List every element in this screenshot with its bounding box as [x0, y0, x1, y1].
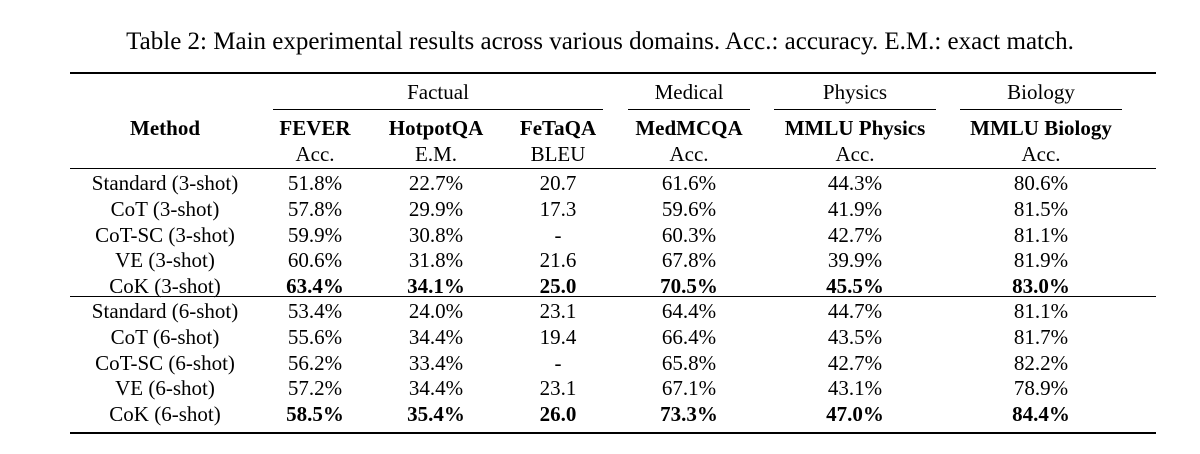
value-cell: 83.0%	[1012, 274, 1070, 298]
value-cell: 42.7%	[827, 223, 883, 247]
value-cell: 35.4%	[407, 402, 465, 426]
metric-mmlu-physics: Acc.	[835, 142, 875, 166]
value-cell: 70.5%	[660, 274, 718, 298]
metric-fever: Acc.	[295, 142, 335, 166]
method-cell: Standard (6-shot)	[91, 299, 239, 323]
value-cell: 21.6	[539, 248, 577, 272]
value-cell: 29.9%	[408, 197, 464, 221]
section-rule	[70, 296, 1156, 297]
value-cell: -	[554, 223, 562, 247]
value-cell: 26.0	[539, 402, 577, 426]
value-cell: 34.4%	[408, 325, 464, 349]
value-cell: 67.8%	[661, 248, 717, 272]
value-cell: 65.8%	[661, 351, 717, 375]
value-cell: 81.1%	[1013, 223, 1069, 247]
value-cell: 43.1%	[827, 376, 883, 400]
method-cell: CoT (3-shot)	[110, 197, 220, 221]
method-cell: VE (3-shot)	[115, 248, 215, 272]
method-cell: CoT-SC (3-shot)	[95, 223, 235, 247]
medical-group-rule	[628, 109, 750, 110]
method-cell: VE (6-shot)	[115, 376, 215, 400]
value-cell: 19.4	[539, 325, 577, 349]
value-cell: 17.3	[539, 197, 577, 221]
column-header-hotpotqa: HotpotQA	[388, 116, 484, 140]
header-rule	[70, 168, 1156, 169]
column-header-fetaqa: FeTaQA	[519, 116, 597, 140]
value-cell: 80.6%	[1013, 171, 1069, 195]
value-cell: -	[554, 351, 562, 375]
value-cell: 67.1%	[661, 376, 717, 400]
value-cell: 55.6%	[287, 325, 343, 349]
value-cell: 84.4%	[1012, 402, 1070, 426]
value-cell: 34.4%	[408, 376, 464, 400]
value-cell: 56.2%	[287, 351, 343, 375]
value-cell: 57.8%	[287, 197, 343, 221]
group-header-physics: Physics	[822, 80, 888, 104]
value-cell: 23.1	[539, 376, 577, 400]
group-header-factual: Factual	[407, 80, 469, 104]
value-cell: 78.9%	[1013, 376, 1069, 400]
value-cell: 60.6%	[287, 248, 343, 272]
value-cell: 30.8%	[408, 223, 464, 247]
table-caption: Table 2: Main experimental results across various domains. Acc.: accuracy. E.M.: exact match.	[126, 28, 1074, 55]
method-column-header: Method	[130, 116, 200, 140]
top-rule	[70, 72, 1156, 74]
method-cell: CoK (6-shot)	[109, 402, 221, 426]
value-cell: 51.8%	[287, 171, 343, 195]
value-cell: 44.3%	[827, 171, 883, 195]
value-cell: 73.3%	[660, 402, 718, 426]
group-header-medical: Medical	[654, 80, 724, 104]
group-header-biology: Biology	[1007, 80, 1075, 104]
value-cell: 81.9%	[1013, 248, 1069, 272]
column-header-medmcqa: MedMCQA	[635, 116, 743, 140]
physics-group-rule	[774, 109, 936, 110]
value-cell: 22.7%	[408, 171, 464, 195]
value-cell: 47.0%	[826, 402, 884, 426]
value-cell: 59.9%	[287, 223, 343, 247]
value-cell: 58.5%	[286, 402, 344, 426]
value-cell: 44.7%	[827, 299, 883, 323]
value-cell: 34.1%	[407, 274, 465, 298]
factual-group-rule	[273, 109, 603, 110]
value-cell: 24.0%	[408, 299, 464, 323]
value-cell: 33.4%	[408, 351, 464, 375]
value-cell: 61.6%	[661, 171, 717, 195]
value-cell: 81.1%	[1013, 299, 1069, 323]
value-cell: 81.7%	[1013, 325, 1069, 349]
column-header-mmlu-physics: MMLU Physics	[784, 116, 926, 140]
value-cell: 63.4%	[286, 274, 344, 298]
column-header-fever: FEVER	[279, 116, 351, 140]
value-cell: 59.6%	[661, 197, 717, 221]
method-cell: CoT (6-shot)	[110, 325, 220, 349]
value-cell: 66.4%	[661, 325, 717, 349]
value-cell: 81.5%	[1013, 197, 1069, 221]
metric-hotpotqa: E.M.	[415, 142, 457, 166]
value-cell: 39.9%	[827, 248, 883, 272]
bottom-rule	[70, 432, 1156, 434]
method-cell: CoT-SC (6-shot)	[95, 351, 235, 375]
metric-medmcqa: Acc.	[669, 142, 709, 166]
value-cell: 31.8%	[408, 248, 464, 272]
value-cell: 41.9%	[827, 197, 883, 221]
biology-group-rule	[960, 109, 1122, 110]
value-cell: 20.7	[539, 171, 577, 195]
value-cell: 45.5%	[826, 274, 884, 298]
value-cell: 60.3%	[661, 223, 717, 247]
value-cell: 43.5%	[827, 325, 883, 349]
value-cell: 23.1	[539, 299, 577, 323]
method-cell: CoK (3-shot)	[109, 274, 221, 298]
value-cell: 53.4%	[287, 299, 343, 323]
value-cell: 42.7%	[827, 351, 883, 375]
value-cell: 25.0	[539, 274, 577, 298]
value-cell: 64.4%	[661, 299, 717, 323]
metric-fetaqa: BLEU	[530, 142, 586, 166]
method-cell: Standard (3-shot)	[91, 171, 239, 195]
column-header-mmlu-biology: MMLU Biology	[970, 116, 1112, 140]
value-cell: 82.2%	[1013, 351, 1069, 375]
value-cell: 57.2%	[287, 376, 343, 400]
metric-mmlu-biology: Acc.	[1021, 142, 1061, 166]
